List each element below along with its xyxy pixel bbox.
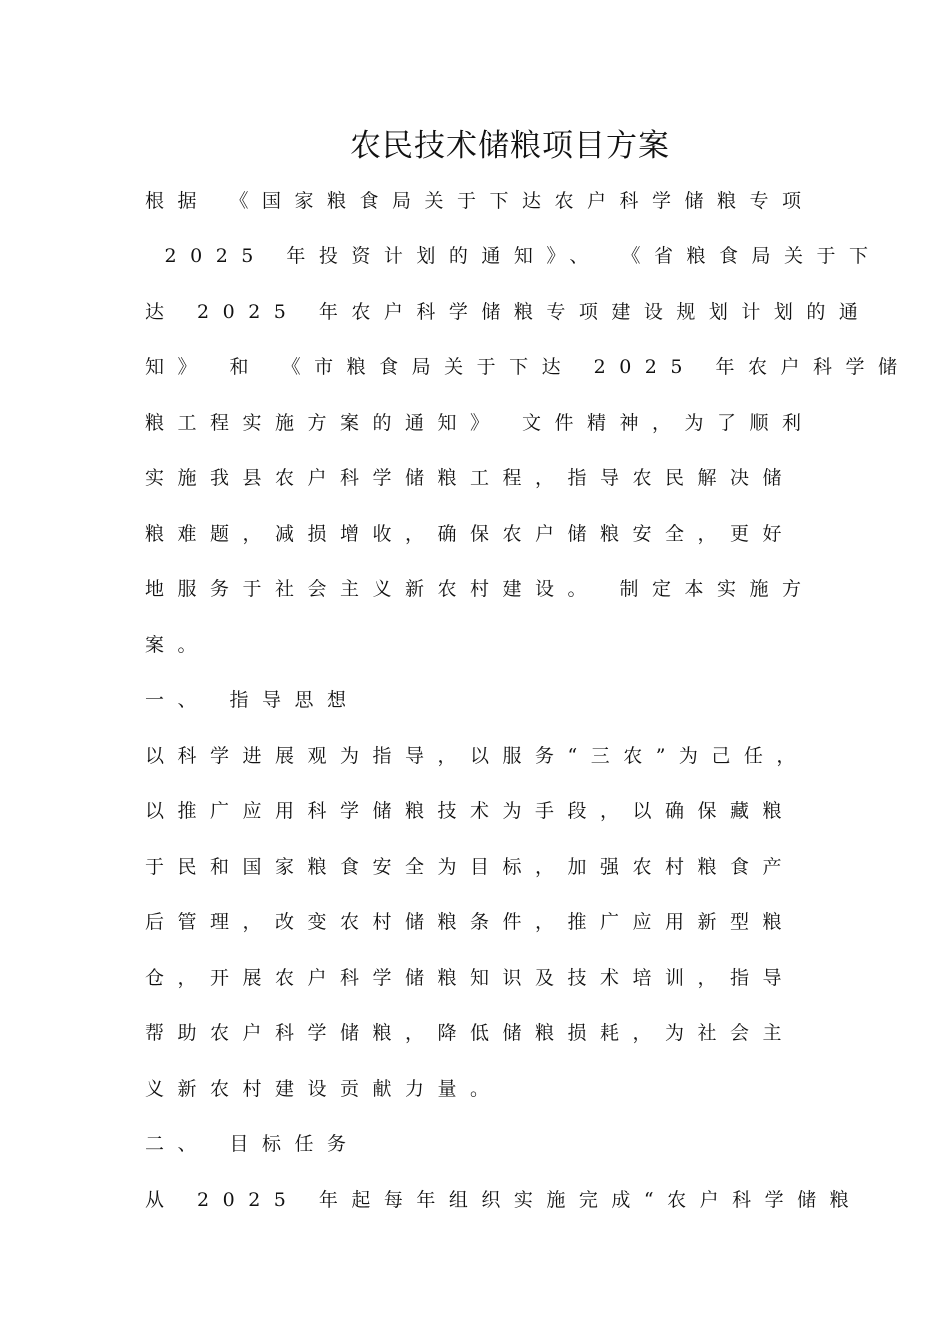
paragraph-line: 粮难题，减损增收，确保农户储粮安全，更好 [145,523,796,545]
paragraph-line: 实施我县农户科学储粮工程，指导农民解决储 [145,467,796,489]
paragraph-line: 粮工程实施方案的通知》 文件精神，为了顺利 [145,412,815,434]
paragraph-line: 仓，开展农户科学储粮知识及技术培训，指导 [145,967,796,989]
section-heading: 二、 目标任务 [145,1133,360,1155]
paragraph-line: 帮助农户科学储粮，降低储粮损耗，为社会主 [145,1022,796,1044]
paragraph-line: 以推广应用科学储粮技术为手段，以确保藏粮 [145,800,796,822]
paragraph-line: 从 2025 年起每年组织实施完成“农户科学储粮 [145,1189,863,1211]
paragraph-line: 后管理，改变农村储粮条件，推广应用新型粮 [145,911,796,933]
section-heading: 一、 指导思想 [145,689,360,711]
paragraph-line: 于民和国家粮食安全为目标，加强农村粮食产 [145,856,796,878]
paragraph-line: 达 2025 年农户科学储粮专项建设规划计划的通 [145,301,872,323]
paragraph-line: 案。 [145,634,211,656]
paragraph-line: 知》 和 《市粮食局关于下达 2025 年农户科学储 [145,356,911,378]
paragraph-line: 根据 《国家粮食局关于下达农户科学储粮专项 [145,190,815,212]
paragraph-line: 义新农村建设贡献力量。 [145,1078,503,1100]
paragraph-line: 以科学进展观为指导，以服务“三农”为己任， [145,745,809,767]
document-title: 农民技术储粮项目方案 [350,128,670,164]
paragraph-line: 地服务于社会主义新农村建设。 制定本实施方 [145,578,815,600]
paragraph-line: 2025 年投资计划的通知》、 《省粮食局关于下 [145,245,882,267]
